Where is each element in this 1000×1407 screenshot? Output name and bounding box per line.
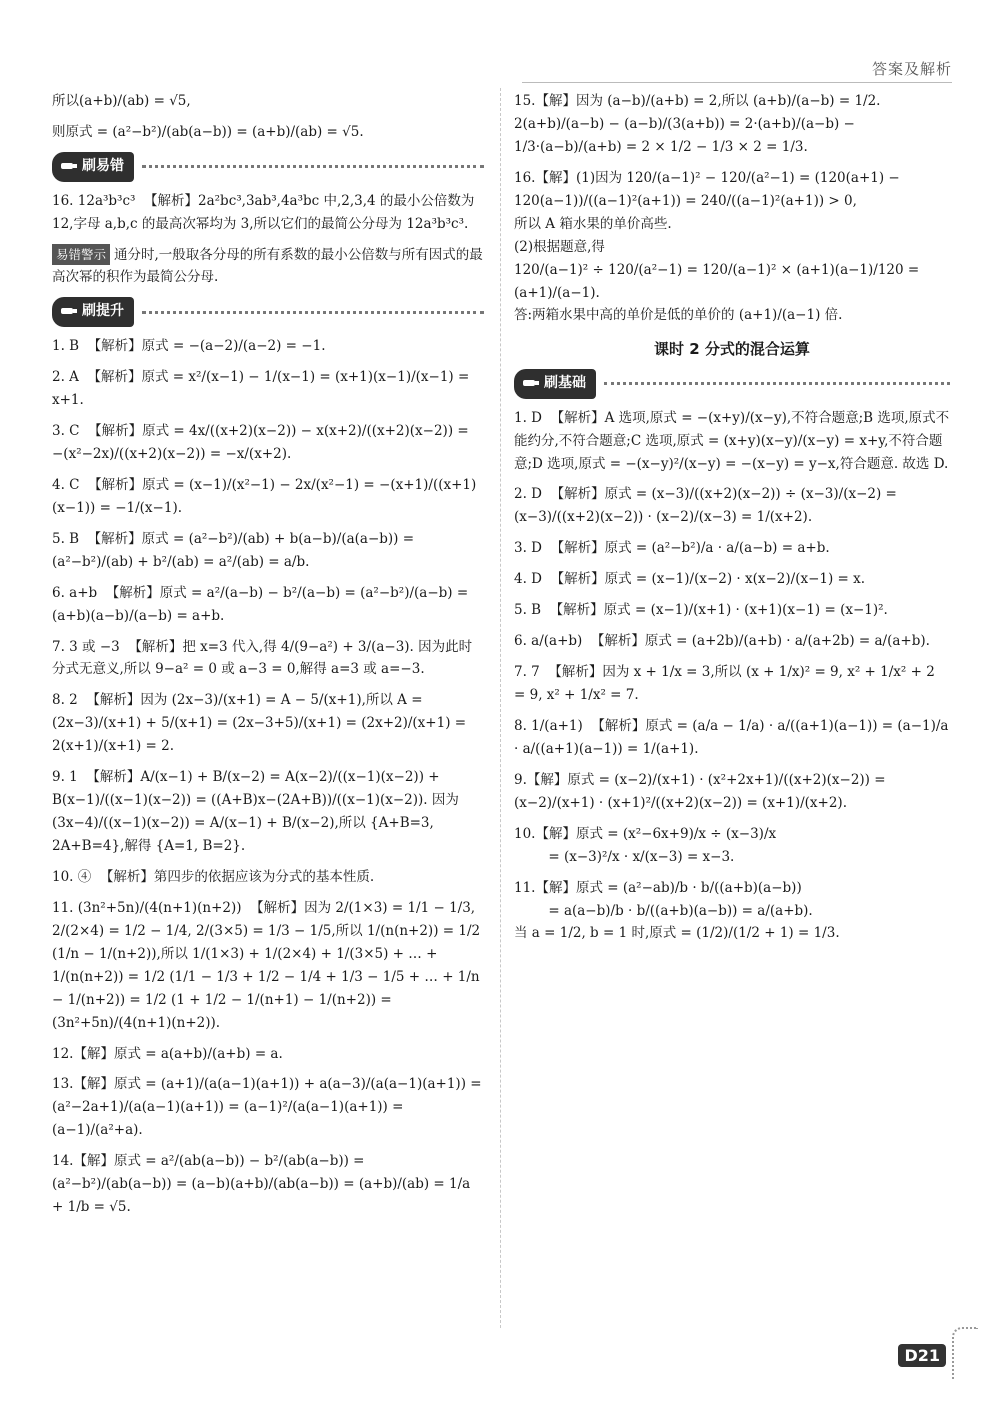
dotted-rule xyxy=(142,311,484,314)
answer-item: 2. A 【解析】原式 = x²/(x−1) − 1/(x−1) = (x+1)(x−1)/(x−1) = x+1. xyxy=(52,369,474,409)
answer-item: 1. D 【解析】A 选项,原式 = −(x+y)/(x−y),不符合题意;B 选项,原式不能约分,不符合题意;C 选项,原式 = (x+y)(x−y)/(x−y) = x+y,不符合题意;D 选项,原式 = −(x−y)²/(x−y) = −(x−y) = y−x,符合题意. 故选 D. xyxy=(514,409,950,472)
answer-item: 12.【解】原式 = a(a+b)/(a+b) = a. xyxy=(52,1045,283,1062)
right-column xyxy=(514,90,953,953)
section-tag-label xyxy=(52,152,134,182)
answer-item: 1. B 【解析】原式 = −(a−2)/(a−2) = −1. xyxy=(52,338,326,355)
answer-item: 3. D 【解析】原式 = (a²−b²)/a · a/(a−b) = a+b. xyxy=(514,540,830,557)
answer-item: 6. a+b 【解析】原式 = a²/(a−b) − b²/(a−b) = (a²−b²)/(a−b) = (a+b)(a−b)/(a−b) = a+b. xyxy=(52,584,473,624)
answer-item: 2. D 【解析】原式 = (x−3)/((x+2)(x−2)) ÷ (x−3)/(x−2) = (x−3)/((x+2)(x−2)) · (x−2)/(x−3) = 1/(x+2). xyxy=(514,486,902,526)
answer-item: 4. C 【解析】原式 = (x−1)/(x²−1) − 2x/(x²−1) = −(x+1)/((x+1)(x−1)) = −1/(x−1). xyxy=(52,476,477,516)
answer-item: 4. D 【解析】原式 = (x−1)/(x−2) · x(x−2)/(x−1) = x. xyxy=(514,571,866,588)
dotted-rule xyxy=(604,382,950,385)
answer-item: 9. 1 【解析】A/(x−1) + B/(x−2) = A(x−2)/((x−1)(x−2)) + B(x−1)/((x−1)(x−2)) = ((A+B)x−(2A+B))/((x−1)(x−2)). 因为 (3x−4)/((x−1)(x−2)) = A/(x−1) + B/(x−2),所以 {A+B=3, 2A+B=4},解得 {A=1, B=2}. xyxy=(52,769,464,855)
header-rule xyxy=(522,82,952,83)
brush-icon xyxy=(522,376,540,390)
answer-item: 8. 1/(a+1) 【解析】原式 = (a/a − 1/a) · a/((a+1)(a−1)) = (a−1)/a · a/((a+1)(a−1)) = 1/(a+1). xyxy=(514,717,953,757)
answer-item: 3. C 【解析】原式 = 4x/((x+2)(x−2)) − x(x+2)/((x+2)(x−2)) = −(x²−2x)/((x+2)(x−2)) = −x/(x+2). xyxy=(52,423,473,462)
dotted-rule xyxy=(142,165,484,168)
answer-item: 8. 2 【解析】因为 (2x−3)/(x+1) = A − 5/(x+1),所以 A = (2x−3)/(x+1) + 5/(x+1) = (2x−3+5)/(x+1) = (2x+2)/(x+1) = 2(x+1)/(x+1) = 2. xyxy=(52,692,471,755)
section-tag-text: 刷基础 xyxy=(544,374,586,391)
section-tag-label xyxy=(514,369,596,399)
page-number: D21 xyxy=(898,1344,946,1367)
page-header-title: 答案及解析 xyxy=(871,60,952,78)
answer-item: 13.【解】原式 = (a+1)/(a(a−1)(a+1)) + a(a−3)/(a(a−1)(a+1)) = (a²−2a+1)/(a(a−1)(a+1)) = (a−1)²/(a(a−1)(a+1)) = (a−1)/(a²+a). xyxy=(52,1076,486,1139)
section-tag-basics xyxy=(514,369,950,399)
answer-item: 6. a/(a+b) 【解析】原式 = (a+2b)/(a+b) · a/(a+2b) = a/(a+b). xyxy=(514,633,930,650)
left-column xyxy=(52,90,484,1227)
answer-item: 16. 12a³b³c³ 【解析】2a²bc³,3ab³,4a³bc 中,2,3,4 的最小公倍数为 12,字母 a,b,c 的最高次幂均为 3,所以它们的最简公分母为 12a³b³c³. xyxy=(52,192,479,232)
section-tag-label xyxy=(52,297,134,327)
section-tag-text: 刷提升 xyxy=(82,303,124,320)
answer-item: 14.【解】原式 = a²/(ab(a−b)) − b²/(ab(a−b)) = (a²−b²)/(ab(a−b)) = (a−b)(a+b)/(ab(a−b)) = (a+b)/(ab) = 1/a + 1/b = √5. xyxy=(52,1153,475,1216)
answer-item: 16.【解】(1)因为 120/(a−1)² − 120/(a²−1) = (120(a+1) − 120(a−1))/((a−1)²(a+1)) = 240/((a−1)²(a+1)) > 0, 所以 A 箱水果的单价高些. (2)根据题意,得 120/(a−1)² ÷ 120/(a²−1) = 120/(a−1)² × (a+1)(a−1)/120 = (a+1)/(a−1). 答:两箱水果中高的单价是低的单价的 (a+1)/(a−1) 倍. xyxy=(514,169,920,324)
answer-item: 10. ④ 【解析】第四步的依据应该为分式的基本性质. xyxy=(52,868,375,885)
answer-item: 5. B 【解析】原式 = (x−1)/(x+1) · (x+1)(x−1) = (x−1)². xyxy=(514,602,888,619)
answer-line: 所以(a+b)/(ab) = √5, xyxy=(52,93,191,109)
section-tag-improve xyxy=(52,297,484,327)
answer-item: 11.【解】原式 = (a²−ab)/b · b/((a+b)(a−b)) = a(a−b)/b · b/((a+b)(a−b)) = a/(a+b). 当 a = 1/2, b = 1 时,原式 = (1/2)/(1/2 + 1) = 1/3. xyxy=(514,879,840,942)
column-divider xyxy=(500,88,501,1328)
warning-label: 易错警示 xyxy=(52,244,110,265)
answer-item: 7. 7 【解析】因为 x + 1/x = 3,所以 (x + 1/x)² = 9, x² + 1/x² + 2 = 9, x² + 1/x² = 7. xyxy=(514,664,940,704)
answer-item: 5. B 【解析】原式 = (a²−b²)/(ab) + b(a−b)/(a(a−b)) = (a²−b²)/(ab) + b²/(ab) = a²/(ab) = a/b. xyxy=(52,530,419,570)
answer-item: 9.【解】原式 = (x−2)/(x+1) · (x²+2x+1)/((x+2)(x−2)) = (x−2)/(x+1) · (x+1)²/((x+2)(x−2)) = (x+1)/(x+2). xyxy=(514,771,890,811)
corner-decoration xyxy=(952,1327,978,1379)
section-tag-text: 刷易错 xyxy=(82,157,124,174)
answer-item: 7. 3 或 −3 【解析】把 x=3 代入,得 4/(9−a²) + 3/(a−3). 因为此时分式无意义,所以 9−a² = 0 或 a−3 = 0,解得 a=3 或 a=−3. xyxy=(52,638,473,678)
answer-item: 15.【解】因为 (a−b)/(a+b) = 2,所以 (a+b)/(a−b) = 1/2. 2(a+b)/(a−b) − (a−b)/(3(a+b)) = 2·(a+b)/(a−b) − 1/3·(a−b)/(a+b) = 2 × 1/2 − 1/3 × 2 = 1/3. xyxy=(514,93,885,155)
warning-note xyxy=(52,244,484,290)
lesson-title: 课时 2 分式的混合运算 xyxy=(654,340,810,359)
answer-item: 11. (3n²+5n)/(4(n+1)(n+2)) 【解析】因为 2/(1×3) = 1/1 − 1/3, 2/(2×4) = 1/2 − 1/4, 2/(3×5) = 1/3 − 1/5,所以 1/(n(n+2)) = 1/2 (1/n − 1/(n+2)),所以 1/(1×3) + 1/(2×4) + 1/(3×5) + … + 1/(n(n+2)) = 1/2 (1/1 − 1/3 + 1/2 − 1/4 + 1/3 − 1/5 + … + 1/n − 1/(n+2)) = 1/2 (1 + 1/2 − 1/(n+1) − 1/(n+2)) = (3n²+5n)/(4(n+1)(n+2)). xyxy=(52,899,485,1031)
answer-item: 10.【解】原式 = (x²−6x+9)/x ÷ (x−3)/x = (x−3)²/x · x/(x−3) = x−3. xyxy=(514,825,777,865)
brush-icon xyxy=(60,159,78,173)
answer-line: 则原式 = (a²−b²)/(ab(a−b)) = (a+b)/(ab) = √5. xyxy=(52,123,364,140)
brush-icon xyxy=(60,304,78,318)
warning-text: 通分时,一般取各分母的所有系数的最小公倍数与所有因式的最高次幂的积作为最简公分母. xyxy=(52,246,483,286)
section-tag-easy-mistakes xyxy=(52,152,484,182)
